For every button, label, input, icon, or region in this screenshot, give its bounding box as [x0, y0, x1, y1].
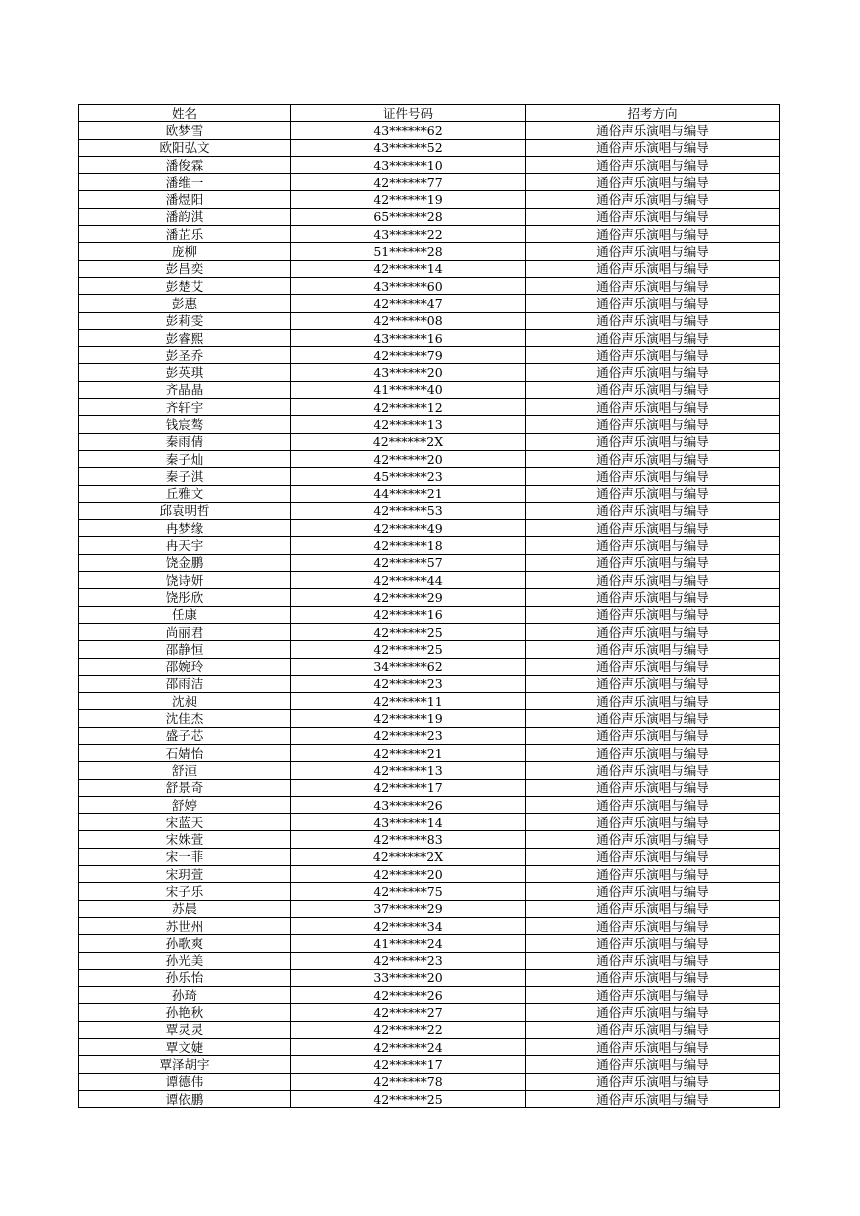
cell-id-number: 41******40: [291, 381, 526, 398]
cell-exam-direction: 通俗声乐演唱与编导: [526, 1021, 780, 1038]
cell-name: 彭英琪: [79, 364, 291, 381]
table-row: [79, 1056, 780, 1073]
cell-exam-direction: 通俗声乐演唱与编导: [526, 399, 780, 416]
cell-name: 潘俊霖: [79, 156, 291, 173]
cell-id-number: 42******26: [291, 987, 526, 1004]
cell-name: 舒景奇: [79, 779, 291, 796]
cell-id-number: 42******2X: [291, 848, 526, 865]
table-row: [79, 606, 780, 623]
table-row: [79, 1090, 780, 1107]
table-row: [79, 208, 780, 225]
cell-id-number: 42******13: [291, 416, 526, 433]
cell-id-number: 42******27: [291, 1004, 526, 1021]
cell-name: 孙歌爽: [79, 935, 291, 952]
cell-id-number: 42******78: [291, 1073, 526, 1090]
header-name: 姓名: [79, 105, 291, 122]
table-row: [79, 554, 780, 571]
cell-exam-direction: 通俗声乐演唱与编导: [526, 796, 780, 813]
table-row: [79, 347, 780, 364]
cell-name: 钱宸骜: [79, 416, 291, 433]
table-row: [79, 727, 780, 744]
cell-id-number: 42******23: [291, 675, 526, 692]
cell-name: 邵婉玲: [79, 658, 291, 675]
table-row: [79, 537, 780, 554]
cell-exam-direction: 通俗声乐演唱与编导: [526, 952, 780, 969]
cell-exam-direction: 通俗声乐演唱与编导: [526, 1056, 780, 1073]
cell-exam-direction: 通俗声乐演唱与编导: [526, 277, 780, 294]
cell-exam-direction: 通俗声乐演唱与编导: [526, 156, 780, 173]
cell-exam-direction: 通俗声乐演唱与编导: [526, 693, 780, 710]
table-row: [79, 900, 780, 917]
cell-id-number: 42******25: [291, 623, 526, 640]
cell-name: 苏世州: [79, 917, 291, 934]
table-row: [79, 502, 780, 519]
cell-name: 宋姝萱: [79, 831, 291, 848]
cell-id-number: 43******62: [291, 122, 526, 139]
cell-name: 石婧怡: [79, 744, 291, 761]
cell-name: 潘韵淇: [79, 208, 291, 225]
cell-exam-direction: 通俗声乐演唱与编导: [526, 364, 780, 381]
table-row: [79, 762, 780, 779]
table-row: [79, 122, 780, 139]
cell-name: 潘维一: [79, 174, 291, 191]
table-row: [79, 917, 780, 934]
cell-name: 丘雅文: [79, 485, 291, 502]
table-row: [79, 174, 780, 191]
cell-exam-direction: 通俗声乐演唱与编导: [526, 1090, 780, 1107]
cell-exam-direction: 通俗声乐演唱与编导: [526, 848, 780, 865]
cell-id-number: 41******24: [291, 935, 526, 952]
table-row: [79, 399, 780, 416]
table-row: [79, 935, 780, 952]
cell-id-number: 42******24: [291, 1039, 526, 1056]
table-row: [79, 433, 780, 450]
table-row: [79, 1039, 780, 1056]
table-row: [79, 381, 780, 398]
cell-name: 彭楚艾: [79, 277, 291, 294]
cell-id-number: 42******44: [291, 572, 526, 589]
cell-exam-direction: 通俗声乐演唱与编导: [526, 900, 780, 917]
cell-id-number: 42******17: [291, 779, 526, 796]
cell-id-number: 42******25: [291, 1090, 526, 1107]
cell-name: 彭圣乔: [79, 347, 291, 364]
cell-exam-direction: 通俗声乐演唱与编导: [526, 485, 780, 502]
cell-id-number: 42******21: [291, 744, 526, 761]
cell-exam-direction: 通俗声乐演唱与编导: [526, 641, 780, 658]
table-row: [79, 1021, 780, 1038]
cell-exam-direction: 通俗声乐演唱与编导: [526, 243, 780, 260]
cell-id-number: 42******20: [291, 450, 526, 467]
cell-name: 齐轩宇: [79, 399, 291, 416]
table-row: [79, 641, 780, 658]
cell-name: 任康: [79, 606, 291, 623]
cell-id-number: 42******14: [291, 260, 526, 277]
table-row: [79, 295, 780, 312]
cell-name: 苏晨: [79, 900, 291, 917]
candidate-table: [78, 104, 780, 1108]
table-row: [79, 987, 780, 1004]
cell-id-number: 42******47: [291, 295, 526, 312]
cell-id-number: 42******49: [291, 520, 526, 537]
cell-exam-direction: 通俗声乐演唱与编导: [526, 1004, 780, 1021]
cell-name: 孙琦: [79, 987, 291, 1004]
cell-exam-direction: 通俗声乐演唱与编导: [526, 675, 780, 692]
table-row: [79, 364, 780, 381]
cell-exam-direction: 通俗声乐演唱与编导: [526, 139, 780, 156]
cell-id-number: 42******19: [291, 191, 526, 208]
cell-id-number: 42******29: [291, 589, 526, 606]
cell-exam-direction: 通俗声乐演唱与编导: [526, 450, 780, 467]
cell-name: 沈昶: [79, 693, 291, 710]
cell-id-number: 42******16: [291, 606, 526, 623]
cell-name: 饶金鹏: [79, 554, 291, 571]
cell-exam-direction: 通俗声乐演唱与编导: [526, 312, 780, 329]
cell-id-number: 44******21: [291, 485, 526, 502]
cell-exam-direction: 通俗声乐演唱与编导: [526, 381, 780, 398]
cell-id-number: 42******22: [291, 1021, 526, 1038]
table-row: [79, 260, 780, 277]
cell-name: 齐晶晶: [79, 381, 291, 398]
cell-id-number: 65******28: [291, 208, 526, 225]
cell-name: 覃文婕: [79, 1039, 291, 1056]
cell-name: 冉天宇: [79, 537, 291, 554]
cell-name: 秦子灿: [79, 450, 291, 467]
cell-exam-direction: 通俗声乐演唱与编导: [526, 502, 780, 519]
cell-exam-direction: 通俗声乐演唱与编导: [526, 762, 780, 779]
table-row: [79, 814, 780, 831]
cell-exam-direction: 通俗声乐演唱与编导: [526, 329, 780, 346]
cell-exam-direction: 通俗声乐演唱与编导: [526, 208, 780, 225]
table-header-row: [79, 105, 780, 122]
cell-id-number: 42******13: [291, 762, 526, 779]
cell-id-number: 42******25: [291, 641, 526, 658]
cell-name: 宋玥萱: [79, 866, 291, 883]
cell-id-number: 42******11: [291, 693, 526, 710]
table-row: [79, 329, 780, 346]
cell-id-number: 43******16: [291, 329, 526, 346]
table-row: [79, 796, 780, 813]
cell-exam-direction: 通俗声乐演唱与编导: [526, 416, 780, 433]
table-row: [79, 277, 780, 294]
cell-id-number: 42******79: [291, 347, 526, 364]
cell-name: 潘芷乐: [79, 226, 291, 243]
cell-id-number: 43******20: [291, 364, 526, 381]
table-row: [79, 572, 780, 589]
cell-id-number: 43******26: [291, 796, 526, 813]
table-row: [79, 658, 780, 675]
cell-name: 彭莉雯: [79, 312, 291, 329]
cell-name: 邱袁明哲: [79, 502, 291, 519]
cell-id-number: 42******17: [291, 1056, 526, 1073]
cell-exam-direction: 通俗声乐演唱与编导: [526, 623, 780, 640]
header-exam-direction: 招考方向: [526, 105, 780, 122]
table-row: [79, 952, 780, 969]
cell-id-number: 34******62: [291, 658, 526, 675]
cell-name: 饶诗妍: [79, 572, 291, 589]
cell-name: 沈佳杰: [79, 710, 291, 727]
cell-exam-direction: 通俗声乐演唱与编导: [526, 917, 780, 934]
table-row: [79, 450, 780, 467]
cell-exam-direction: 通俗声乐演唱与编导: [526, 191, 780, 208]
cell-id-number: 42******75: [291, 883, 526, 900]
cell-exam-direction: 通俗声乐演唱与编导: [526, 554, 780, 571]
cell-id-number: 42******18: [291, 537, 526, 554]
cell-exam-direction: 通俗声乐演唱与编导: [526, 935, 780, 952]
table-row: [79, 191, 780, 208]
table-row: [79, 139, 780, 156]
cell-id-number: 42******83: [291, 831, 526, 848]
cell-exam-direction: 通俗声乐演唱与编导: [526, 883, 780, 900]
cell-id-number: 42******08: [291, 312, 526, 329]
cell-id-number: 42******57: [291, 554, 526, 571]
cell-name: 盛子芯: [79, 727, 291, 744]
cell-id-number: 42******23: [291, 952, 526, 969]
cell-name: 舒婷: [79, 796, 291, 813]
cell-id-number: 45******23: [291, 468, 526, 485]
table-row: [79, 623, 780, 640]
cell-name: 彭惠: [79, 295, 291, 312]
cell-name: 孙艳秋: [79, 1004, 291, 1021]
cell-exam-direction: 通俗声乐演唱与编导: [526, 658, 780, 675]
cell-exam-direction: 通俗声乐演唱与编导: [526, 779, 780, 796]
cell-name: 宋子乐: [79, 883, 291, 900]
cell-name: 宋蓝天: [79, 814, 291, 831]
cell-id-number: 37******29: [291, 900, 526, 917]
cell-name: 谭德伟: [79, 1073, 291, 1090]
cell-exam-direction: 通俗声乐演唱与编导: [526, 572, 780, 589]
table-row: [79, 416, 780, 433]
table-body: [79, 122, 780, 1108]
cell-name: 覃泽胡宇: [79, 1056, 291, 1073]
cell-name: 邵雨洁: [79, 675, 291, 692]
cell-exam-direction: 通俗声乐演唱与编导: [526, 1039, 780, 1056]
cell-name: 欧阳弘文: [79, 139, 291, 156]
cell-id-number: 42******19: [291, 710, 526, 727]
cell-id-number: 51******28: [291, 243, 526, 260]
cell-id-number: 42******20: [291, 866, 526, 883]
cell-exam-direction: 通俗声乐演唱与编导: [526, 814, 780, 831]
cell-id-number: 43******22: [291, 226, 526, 243]
cell-id-number: 42******2X: [291, 433, 526, 450]
cell-id-number: 43******60: [291, 277, 526, 294]
table-row: [79, 520, 780, 537]
cell-exam-direction: 通俗声乐演唱与编导: [526, 831, 780, 848]
cell-id-number: 42******23: [291, 727, 526, 744]
cell-id-number: 42******53: [291, 502, 526, 519]
table-row: [79, 243, 780, 260]
cell-exam-direction: 通俗声乐演唱与编导: [526, 122, 780, 139]
cell-name: 尚丽君: [79, 623, 291, 640]
cell-name: 秦子淇: [79, 468, 291, 485]
cell-exam-direction: 通俗声乐演唱与编导: [526, 589, 780, 606]
cell-exam-direction: 通俗声乐演唱与编导: [526, 260, 780, 277]
cell-name: 秦雨倩: [79, 433, 291, 450]
document-page: [78, 104, 779, 1108]
cell-exam-direction: 通俗声乐演唱与编导: [526, 1073, 780, 1090]
cell-exam-direction: 通俗声乐演唱与编导: [526, 174, 780, 191]
cell-name: 彭昌奕: [79, 260, 291, 277]
cell-exam-direction: 通俗声乐演唱与编导: [526, 987, 780, 1004]
table-row: [79, 468, 780, 485]
table-row: [79, 883, 780, 900]
cell-name: 谭依鹏: [79, 1090, 291, 1107]
table-row: [79, 866, 780, 883]
table-row: [79, 848, 780, 865]
cell-exam-direction: 通俗声乐演唱与编导: [526, 295, 780, 312]
table-row: [79, 1073, 780, 1090]
cell-exam-direction: 通俗声乐演唱与编导: [526, 744, 780, 761]
cell-exam-direction: 通俗声乐演唱与编导: [526, 727, 780, 744]
cell-name: 邵静恒: [79, 641, 291, 658]
table-row: [79, 779, 780, 796]
cell-exam-direction: 通俗声乐演唱与编导: [526, 347, 780, 364]
cell-name: 庞柳: [79, 243, 291, 260]
cell-name: 饶彤欣: [79, 589, 291, 606]
table-row: [79, 485, 780, 502]
cell-id-number: 43******52: [291, 139, 526, 156]
header-id-number: 证件号码: [291, 105, 526, 122]
cell-exam-direction: 通俗声乐演唱与编导: [526, 520, 780, 537]
cell-exam-direction: 通俗声乐演唱与编导: [526, 468, 780, 485]
cell-exam-direction: 通俗声乐演唱与编导: [526, 433, 780, 450]
cell-exam-direction: 通俗声乐演唱与编导: [526, 710, 780, 727]
table-row: [79, 226, 780, 243]
cell-id-number: 42******34: [291, 917, 526, 934]
cell-name: 欧梦雪: [79, 122, 291, 139]
table-row: [79, 969, 780, 986]
cell-name: 孙光美: [79, 952, 291, 969]
table-row: [79, 1004, 780, 1021]
cell-id-number: 33******20: [291, 969, 526, 986]
cell-name: 彭睿熙: [79, 329, 291, 346]
cell-name: 冉梦缘: [79, 520, 291, 537]
table-row: [79, 744, 780, 761]
cell-exam-direction: 通俗声乐演唱与编导: [526, 226, 780, 243]
table-row: [79, 675, 780, 692]
table-row: [79, 589, 780, 606]
cell-exam-direction: 通俗声乐演唱与编导: [526, 537, 780, 554]
table-row: [79, 831, 780, 848]
cell-id-number: 42******12: [291, 399, 526, 416]
cell-exam-direction: 通俗声乐演唱与编导: [526, 606, 780, 623]
cell-name: 孙乐怡: [79, 969, 291, 986]
cell-exam-direction: 通俗声乐演唱与编导: [526, 866, 780, 883]
cell-id-number: 43******14: [291, 814, 526, 831]
table-row: [79, 156, 780, 173]
table-row: [79, 710, 780, 727]
table-row: [79, 312, 780, 329]
cell-id-number: 43******10: [291, 156, 526, 173]
cell-name: 舒洹: [79, 762, 291, 779]
cell-name: 潘煜阳: [79, 191, 291, 208]
cell-name: 宋一菲: [79, 848, 291, 865]
cell-exam-direction: 通俗声乐演唱与编导: [526, 969, 780, 986]
cell-id-number: 42******77: [291, 174, 526, 191]
table-row: [79, 693, 780, 710]
cell-name: 覃灵灵: [79, 1021, 291, 1038]
